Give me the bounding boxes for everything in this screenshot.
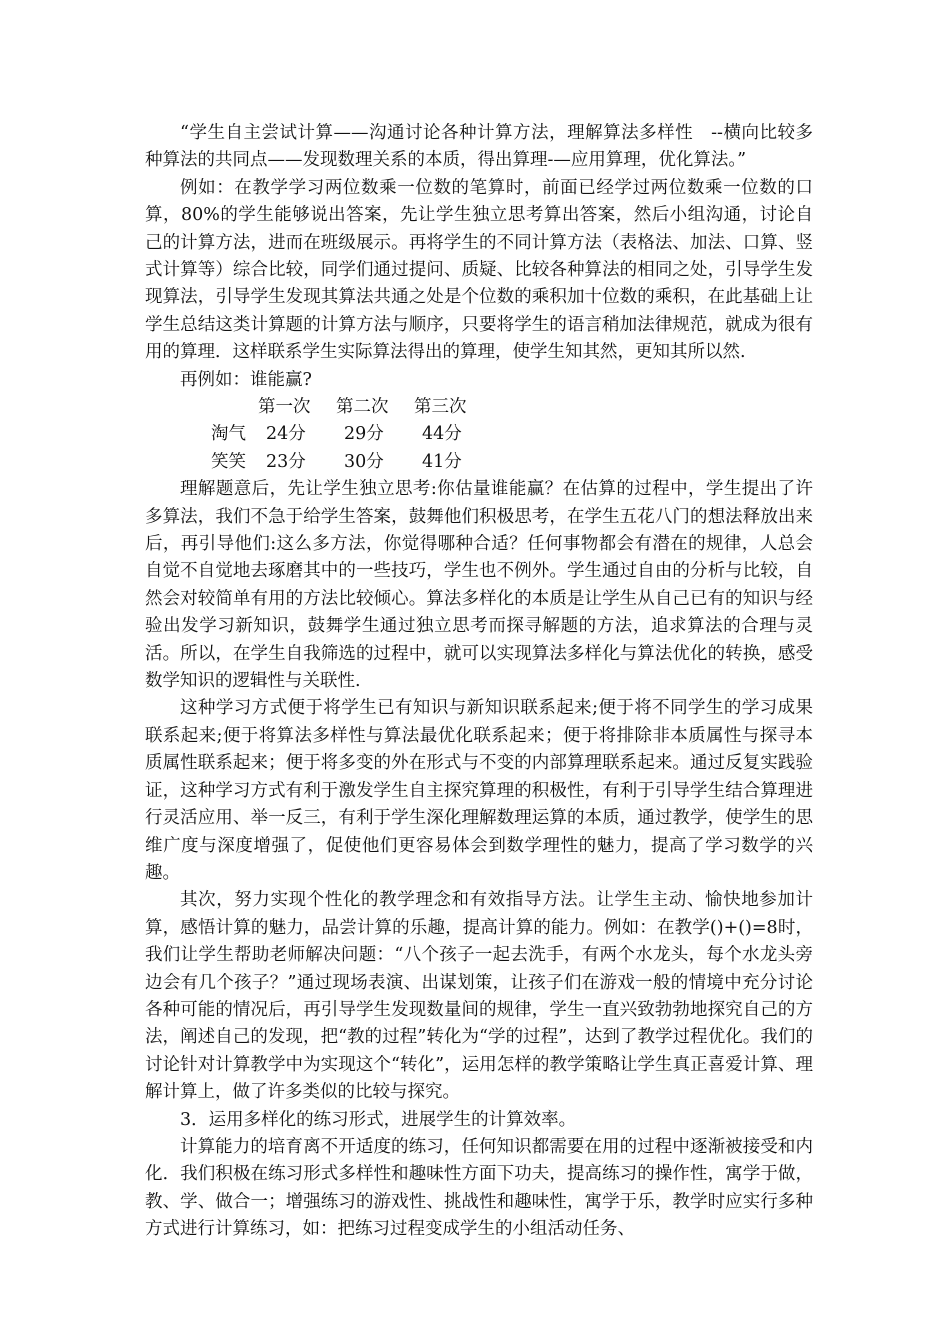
paragraph-example-1: 例如：在教学学习两位数乘一位数的笔算时，前面已经学过两位数乘一位数的口算，80%的学生能够说出答案，先让学生独立思考算出答案，然后小组沟通，讨论自己的计算方法，进而在班级展示。再将学生的不同计算方法（表格法、加法、口算、竖式计算等）综合比较，同学们通过提问、质疑、比较各种算法的相同之处，引导学生发现算法，引导学生发现其算法共通之处是个位数的乘积加十位数的乘积，在此基础上让学生总结这类计算题的计算方法与顺序，只要将学生的语言稍加法律规范，就成为很有用的算理．这样联系学生实际算法得出的算理，使学生知其然，更知其所以然. <box>145 177 813 363</box>
score-table-value-cell: 23分 <box>266 451 306 472</box>
score-table-header-cell: 第二次 <box>336 397 389 418</box>
score-table-header-row <box>145 394 813 421</box>
score-table-row <box>145 449 813 476</box>
score-table-value-cell: 44分 <box>422 424 462 445</box>
score-table-value-cell: 24分 <box>266 424 306 445</box>
score-table-header-cell: 第三次 <box>414 397 467 418</box>
paragraph-example-2-heading: 再例如：谁能赢? <box>180 369 312 390</box>
score-table-header-cell: 第一次 <box>258 397 311 418</box>
score-table-value-cell: 29分 <box>344 424 384 445</box>
score-table-row <box>145 421 813 448</box>
paragraph-practice-forms: 计算能力的培育离不开适度的练习，任何知识都需要在用的过程中逐渐被接受和内化．我们积极在练习形式多样性和趣味性方面下功夫，提高练习的操作性，寓学于做，教、学、做合一；增强练习的游戏性、挑战性和趣味性，寓学于乐，教学时应实行多种方式进行计算练习，如：把练习过程变成学生的小组活动任务、 <box>145 1136 813 1240</box>
document-body <box>145 120 813 1244</box>
score-table-value-cell: 30分 <box>344 451 384 472</box>
score-table-name-cell: 淘气 <box>211 424 246 445</box>
score-table <box>145 394 813 476</box>
paragraph-personalized-teaching: 其次，努力实现个性化的教学理念和有效指导方法。让学生主动、愉快地参加计算，感悟计算的魅力，品尝计算的乐趣，提高计算的能力。例如：在教学()+()=8时，我们让学生帮助老师解决问题：“八个孩子一起去洗手，有两个水龙头，每个水龙头旁边会有几个孩子？”通过现场表演、出谋划策，让孩子们在游戏一般的情境中充分讨论各种可能的情况后，再引导学生发现数量间的规律，学生一直兴致勃勃地探究自己的方法，阐述自己的发现，把“教的过程”转化为“学的过程”，达到了教学过程优化。我们的讨论针对计算教学中为实现这个“转化”，运用怎样的教学策略让学生真正喜爱计算、理解计算上，做了许多类似的比较与探究。 <box>145 890 813 1103</box>
section-heading-practice: 3．运用多样化的练习形式，进展学生的计算效率。 <box>180 1109 577 1130</box>
paragraph-intro-quote: “学生自主尝试计算——沟通讨论各种计算方法，理解算法多样性 --横向比较多种算法的共同点——发现数理关系的本质，得出算理-—应用算理，优化算法。” <box>145 123 813 171</box>
paragraph-learning-method: 这种学习方式便于将学生已有知识与新知识联系起来;便于将不同学生的学习成果联系起来;便于将算法多样性与算法最优化联系起来；便于将排除非本质属性与探寻本质属性联系起来；便于将多变的外在形式与不变的内部算理联系起来。通过反复实践验证，这种学习方式有利于激发学生自主探究算理的积极性，有利于引导学生结合算理进行灵活应用、举一反三，有利于学生深化理解数理运算的本质，通过教学，使学生的思维广度与深度增强了，促使他们更容易体会到数学理性的魅力，提高了学习数学的兴趣。 <box>145 698 813 883</box>
paragraph-estimation-discussion: 理解题意后，先让学生独立思考:你估量谁能赢？在估算的过程中，学生提出了许多算法，我们不急于给学生答案，鼓舞他们积极思考，在学生五花八门的想法释放出来后，再引导他们:这么多方法，你觉得哪种合适？任何事物都会有潜在的规律，人总会自觉不自觉地去琢磨其中的一些技巧，学生也不例外。学生通过自由的分析与比较，自然会对较简单有用的方法比较倾心。算法多样化的本质是让学生从自己已有的知识与经验出发学习新知识，鼓舞学生通过独立思考而探寻解题的方法，追求算法的合理与灵活。所以，在学生自我筛选的过程中，就可以实现算法多样化与算法优化的转换，感受数学知识的逻辑性与关联性. <box>145 479 813 692</box>
score-table-name-cell: 笑笑 <box>211 451 246 472</box>
score-table-value-cell: 41分 <box>422 451 462 472</box>
